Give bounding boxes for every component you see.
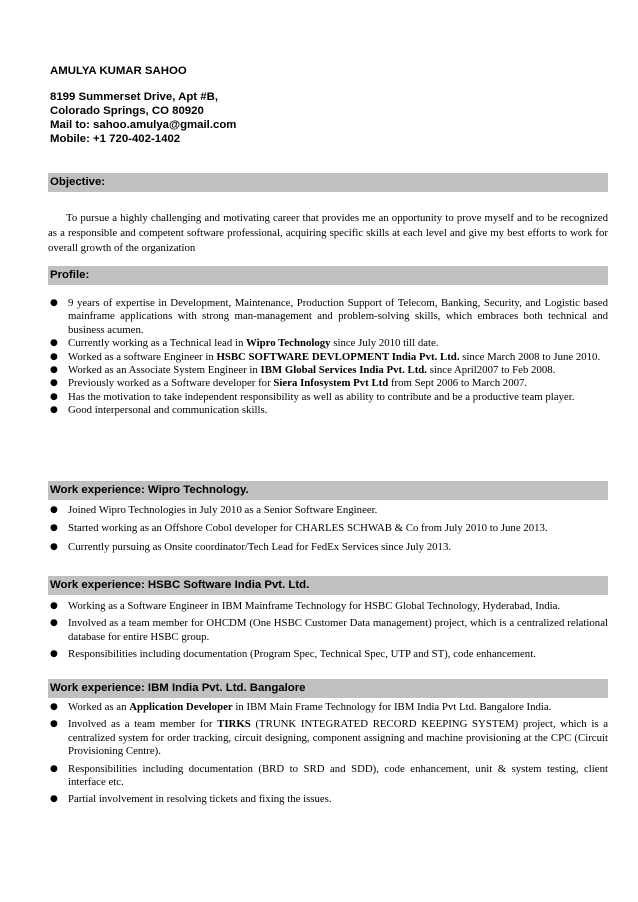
bullet-icon: ● bbox=[50, 601, 58, 611]
profile-list bbox=[48, 297, 608, 418]
list-item bbox=[48, 351, 608, 364]
item-text: Currently pursuing as Onsite coordinator/Tech Lead for FedEx Services since July 2013. bbox=[68, 540, 452, 553]
item-text: since April2007 to Feb 2008. bbox=[427, 364, 556, 377]
email-line: Mail to: sahoo.amulya@gmail.com bbox=[50, 119, 237, 131]
list-item bbox=[48, 648, 608, 661]
bullet-icon: ● bbox=[50, 378, 58, 389]
list-item bbox=[48, 337, 608, 350]
item-emphasis: Wipro Technology bbox=[246, 337, 331, 350]
bullet-icon: ● bbox=[50, 505, 58, 515]
wipro-heading: Work experience: Wipro Technology. bbox=[48, 481, 608, 500]
item-text: Worked as an Associate System Engineer in bbox=[68, 364, 261, 377]
item-emphasis: Application Developer bbox=[129, 701, 233, 713]
list-item bbox=[48, 541, 608, 554]
bullet-icon: ● bbox=[50, 298, 58, 308]
item-emphasis: IBM Global Services India Pvt. Ltd. bbox=[260, 364, 427, 377]
bullet-icon: ● bbox=[50, 719, 58, 730]
item-text: Responsibilities including documentation (Program Spec, Technical Spec, UTP and ST), code enhancement. bbox=[68, 648, 536, 661]
item-emphasis: HSBC SOFTWARE DEVLOPMENT India Pvt. Ltd. bbox=[216, 350, 460, 363]
item-text: since March 2008 to June 2010. bbox=[459, 350, 601, 363]
item-text: (TRUNK INTEGRATED RECORD KEEPING SYSTEM) project, which is a centralized system for order tracking, circuit designing, component assigning and machine provisioning at the CPC (Circuit Provisioning Centre). bbox=[68, 718, 608, 758]
item-emphasis: TIRKS bbox=[217, 718, 251, 731]
bullet-icon: ● bbox=[50, 338, 58, 349]
wipro-list bbox=[48, 504, 608, 559]
item-text: in IBM Main Frame Technology for IBM India Pvt Ltd. Bangalore India. bbox=[232, 701, 552, 713]
list-item bbox=[48, 404, 608, 417]
item-text: Good interpersonal and communication skills. bbox=[68, 404, 268, 417]
item-text: Working as a Software Engineer in IBM Mainframe Technology for HSBC Global Technology, Hyderabad, India. bbox=[68, 600, 561, 612]
item-text: Partial involvement in resolving tickets and fixing the issues. bbox=[68, 793, 332, 806]
ibm-list bbox=[48, 701, 608, 811]
item-text: Previously worked as a Software developer for bbox=[68, 377, 274, 390]
item-text: Worked as a software Engineer in bbox=[68, 350, 217, 363]
bullet-icon: ● bbox=[50, 618, 58, 629]
address-line-1: 8199 Summerset Drive, Apt #B, bbox=[50, 91, 218, 103]
item-text: Involved as a team member for OHCDM (One HSBC Customer Data management) project, which is a centralized relational database for entire HSBC group. bbox=[68, 617, 608, 643]
bullet-icon: ● bbox=[50, 365, 58, 376]
list-item bbox=[48, 522, 608, 535]
list-item bbox=[48, 391, 608, 404]
item-text: Involved as a team member for bbox=[68, 718, 218, 731]
list-item bbox=[48, 297, 608, 337]
item-text: Has the motivation to take independent responsibility as well as ability to contribute and be a productive team player. bbox=[68, 390, 575, 403]
list-item bbox=[48, 617, 608, 644]
item-text: 9 years of expertise in Development, Maintenance, Production Support of Telecom, Banking, Security, and Logistic based mainframe applications with strong man-management and problem-solving skills, which embraces both technical and business acumen. bbox=[68, 297, 608, 336]
item-text: Joined Wipro Technologies in July 2010 as a Senior Software Engineer. bbox=[68, 504, 378, 516]
item-text: since July 2010 till date. bbox=[330, 337, 439, 350]
contact-header bbox=[50, 64, 590, 146]
bullet-icon: ● bbox=[50, 541, 58, 552]
item-text: Responsibilities including documentation (BRD to SRD and SDD), code enhancement, unit & system testing, client interface etc. bbox=[68, 762, 608, 789]
profile-heading: Profile: bbox=[48, 266, 608, 285]
item-text: Started working as an Offshore Cobol developer for CHARLES SCHWAB & Co from July 2010 to June 2013. bbox=[68, 522, 548, 535]
address-line-2: Colorado Springs, CO 80920 bbox=[50, 105, 204, 117]
bullet-icon: ● bbox=[50, 649, 58, 660]
bullet-icon: ● bbox=[50, 405, 58, 416]
item-text: Worked as an bbox=[68, 701, 130, 713]
item-text: from Sept 2006 to March 2007. bbox=[388, 377, 528, 390]
list-item bbox=[48, 600, 608, 613]
bullet-icon: ● bbox=[50, 391, 58, 402]
objective-paragraph: To pursue a highly challenging and motivating career that provides me an opportunity to prove myself and to be recognized as a responsible and competent software professional, acquiring specific skills at each level and give my best efforts to work for overall growth of the organization bbox=[48, 212, 608, 254]
objective-heading: Objective: bbox=[48, 173, 608, 192]
hsbc-list bbox=[48, 600, 608, 666]
bullet-icon: ● bbox=[50, 702, 58, 712]
list-item bbox=[48, 763, 608, 790]
objective-text bbox=[48, 211, 608, 256]
ibm-heading: Work experience: IBM India Pvt. Ltd. Bangalore bbox=[48, 679, 608, 698]
bullet-icon: ● bbox=[50, 523, 58, 534]
hsbc-heading: Work experience: HSBC Software India Pvt. Ltd. bbox=[48, 576, 608, 595]
bullet-icon: ● bbox=[50, 794, 58, 805]
list-item bbox=[48, 793, 608, 806]
list-item bbox=[48, 377, 608, 390]
list-item bbox=[48, 504, 608, 517]
candidate-name: AMULYA KUMAR SAHOO bbox=[50, 65, 187, 77]
list-item bbox=[48, 718, 608, 758]
bullet-icon: ● bbox=[50, 351, 58, 362]
item-emphasis: Siera Infosystem Pvt Ltd bbox=[273, 377, 389, 390]
item-text: Currently working as a Technical lead in bbox=[68, 337, 247, 350]
list-item bbox=[48, 701, 608, 714]
bullet-icon: ● bbox=[50, 763, 58, 774]
mobile-line: Mobile: +1 720-402-1402 bbox=[50, 133, 181, 145]
list-item bbox=[48, 364, 608, 377]
